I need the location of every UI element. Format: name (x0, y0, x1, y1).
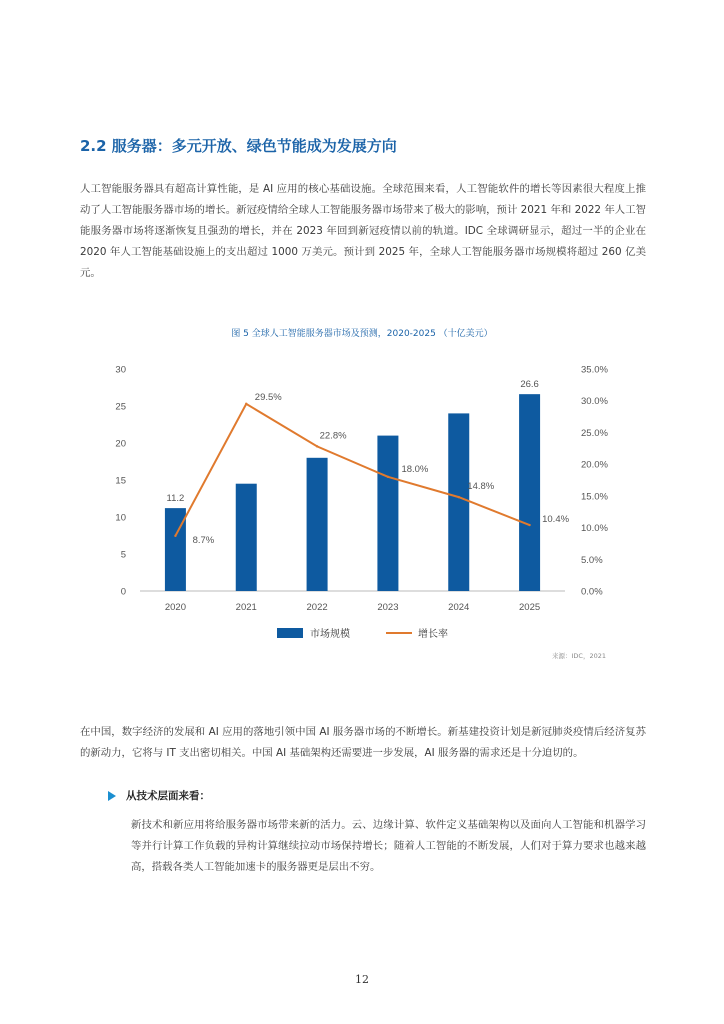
growth-value-label: 29.5% (254, 391, 282, 403)
right-tick-label: 10.0% (581, 523, 608, 535)
left-tick-label: 5 (120, 549, 126, 561)
legend-bar-swatch (277, 628, 303, 638)
growth-value-label: 10.4% (542, 514, 570, 526)
x-tick-label: 2020 (164, 602, 186, 613)
bar (519, 394, 540, 591)
bar (448, 413, 469, 591)
x-tick-label: 2024 (448, 602, 470, 613)
triangle-bullet-icon (108, 791, 116, 801)
left-tick-label: 20 (115, 438, 126, 450)
growth-point (174, 535, 176, 537)
x-tick-label: 2025 (519, 602, 541, 613)
chart-source: 来源：IDC，2021 (551, 652, 606, 660)
right-tick-label: 20.0% (581, 459, 608, 471)
x-tick-label: 2021 (235, 602, 257, 613)
bar (307, 458, 328, 591)
page-number: 12 (355, 973, 369, 986)
x-tick-label: 2022 (306, 602, 328, 613)
left-tick-label: 0 (120, 586, 126, 598)
right-tick-label: 30.0% (581, 396, 608, 408)
growth-point (458, 496, 460, 498)
legend-bar-label: 市场规模 (310, 629, 350, 640)
growth-value-label: 18.0% (401, 463, 429, 475)
left-tick-label: 30 (115, 364, 126, 376)
left-tick-label: 15 (115, 475, 126, 487)
growth-line (175, 404, 529, 536)
market-chart (0, 350, 724, 670)
left-tick-label: 10 (115, 512, 126, 524)
bar-value-label: 26.6 (520, 379, 539, 391)
growth-point (316, 445, 318, 447)
x-tick-label: 2023 (377, 602, 399, 613)
legend-line-label: 增长率 (418, 629, 448, 640)
chart-title: 图 5 全球人工智能服务器市场及预测，2020-2025 （十亿美元） (231, 329, 493, 339)
bar-value-label: 11.2 (166, 493, 185, 505)
growth-point (245, 403, 247, 405)
right-tick-label: 15.0% (581, 491, 608, 503)
china-paragraph: 在中国，数字经济的发展和 AI 应用的落地引领中国 AI 服务器市场的不断增长。新基建投资计划是新冠肺炎疫情后经济复苏的新动力，它将与 IT 支出密切相关。中国 AI 基础架构还需要进一步发展，AI 服务器的需求还是十分迫切的。 (80, 726, 646, 759)
bar (236, 484, 257, 591)
tech-subheading (108, 788, 210, 803)
growth-point (528, 524, 530, 526)
growth-value-label: 14.8% (467, 481, 495, 493)
growth-value-label: 22.8% (319, 430, 347, 442)
right-tick-label: 25.0% (581, 427, 608, 439)
left-tick-label: 25 (115, 401, 126, 413)
growth-value-label: 8.7% (192, 534, 215, 546)
bar (377, 436, 398, 591)
right-tick-label: 35.0% (581, 364, 608, 376)
intro-paragraph: 人工智能服务器具有超高计算性能，是 AI 应用的核心基础设施。全球范围来看，人工智能软件的增长等因素很大程度上推动了人工智能服务器市场的增长。新冠疫情给全球人工智能服务器市场带来了极大的影响，预计 2021 年和 2022 年人工智能服务器市场将逐渐恢复且强劲的增长，并在 2023 年回到新冠疫情以前的轨道。IDC 全球调研显示，超过一半的企业在 2020 年人工智能基础设施上的支出超过 1000 万美元。预计到 2025 年，全球人工智能服务器市场规模将超过 260 亿美元。 (80, 183, 646, 279)
growth-point (387, 476, 389, 478)
tech-subheading-text: 从技术层面来看： (126, 790, 210, 802)
right-tick-label: 5.0% (581, 554, 603, 566)
right-tick-label: 0.0% (581, 586, 603, 598)
section-title: 2.2 服务器：多元开放、绿色节能成为发展方向 (80, 137, 397, 155)
tech-paragraph: 新技术和新应用将给服务器市场带来新的活力。云、边缘计算、软件定义基础架构以及面向人工智能和机器学习等并行计算工作负载的异构计算继续拉动市场保持增长；随着人工智能的不断发展，人们对于算力要求也越来越高，搭载各类人工智能加速卡的服务器更是层出不穷。 (131, 819, 646, 873)
